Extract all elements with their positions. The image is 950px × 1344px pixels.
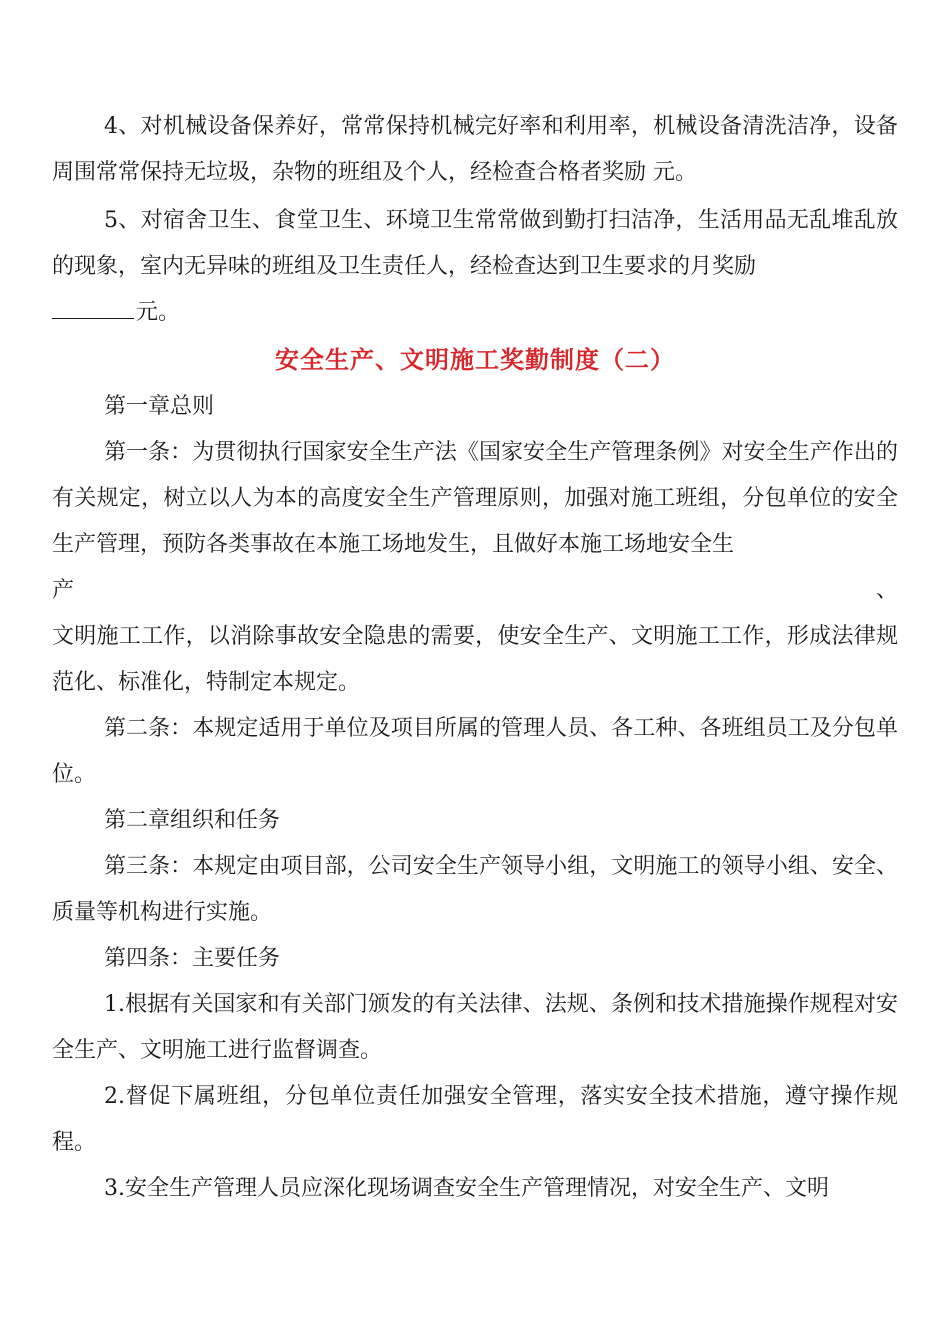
fill-in-blank	[52, 296, 134, 319]
document-page	[52, 104, 898, 1212]
article-1-lines	[52, 430, 898, 568]
chapter-heading-2: 第二章组织和任务	[104, 808, 281, 833]
task-item-3: 3.安全生产管理人员应深化现场调查安全生产管理情况，对安全生产、文明	[104, 1176, 829, 1201]
paragraph-item-5	[52, 198, 898, 336]
article-1-split-line	[52, 568, 898, 614]
article-2: 第二条：本规定适用于单位及项目所属的管理人员、各工种、各班组员工及分包单位。	[52, 716, 898, 787]
task-item-1: 1.根据有关国家和有关部门颁发的有关法律、法规、条例和技术措施操作规程对安全生产、文明施工进行监督调查。	[52, 992, 898, 1063]
paragraph-item-5-text: 5、对宿舍卫生、食堂卫生、环境卫生常常做到勤打扫洁净，生活用品无乱堆乱放的现象，室内无异味的班组及卫生责任人，经检查达到卫生要求的月奖励	[52, 208, 898, 279]
chapter-heading-1: 第一章总则	[104, 394, 215, 419]
paragraph-item-4: 4、对机械设备保养好，常常保持机械完好率和利用率，机械设备清洗洁净，设备周围常常保持无垃圾，杂物的班组及个人，经检查合格者奖励 元。	[52, 114, 898, 185]
paragraph-item-5-tail: 元。	[136, 300, 181, 325]
article-1-text: 第一条：为贯彻执行国家安全生产法《国家安全生产管理条例》对安全生产作出的有关规定，树立以人为本的高度安全生产管理原则，加强对施工班组，分包单位的安全生产管理，预防各类事故在本施工场地发生，且做好本施工场地安全生	[52, 440, 898, 557]
article-1	[52, 430, 898, 706]
article-1-split-right: 、	[875, 578, 898, 603]
article-1-split-left: 产	[52, 578, 75, 603]
section-title: 安全生产、文明施工奖勤制度（二）	[275, 345, 675, 374]
article-1-part2: 文明施工工作，以消除事故安全隐患的需要，使安全生产、文明施工工作，形成法律规范化、标准化，特制定本规定。	[52, 624, 898, 695]
article-3: 第三条：本规定由项目部，公司安全生产领导小组，文明施工的领导小组、安全、质量等机构进行实施。	[52, 854, 898, 925]
article-4: 第四条：主要任务	[104, 946, 281, 971]
task-item-2: 2.督促下属班组，分包单位责任加强安全管理，落实安全技术措施，遵守操作规程。	[52, 1084, 898, 1155]
